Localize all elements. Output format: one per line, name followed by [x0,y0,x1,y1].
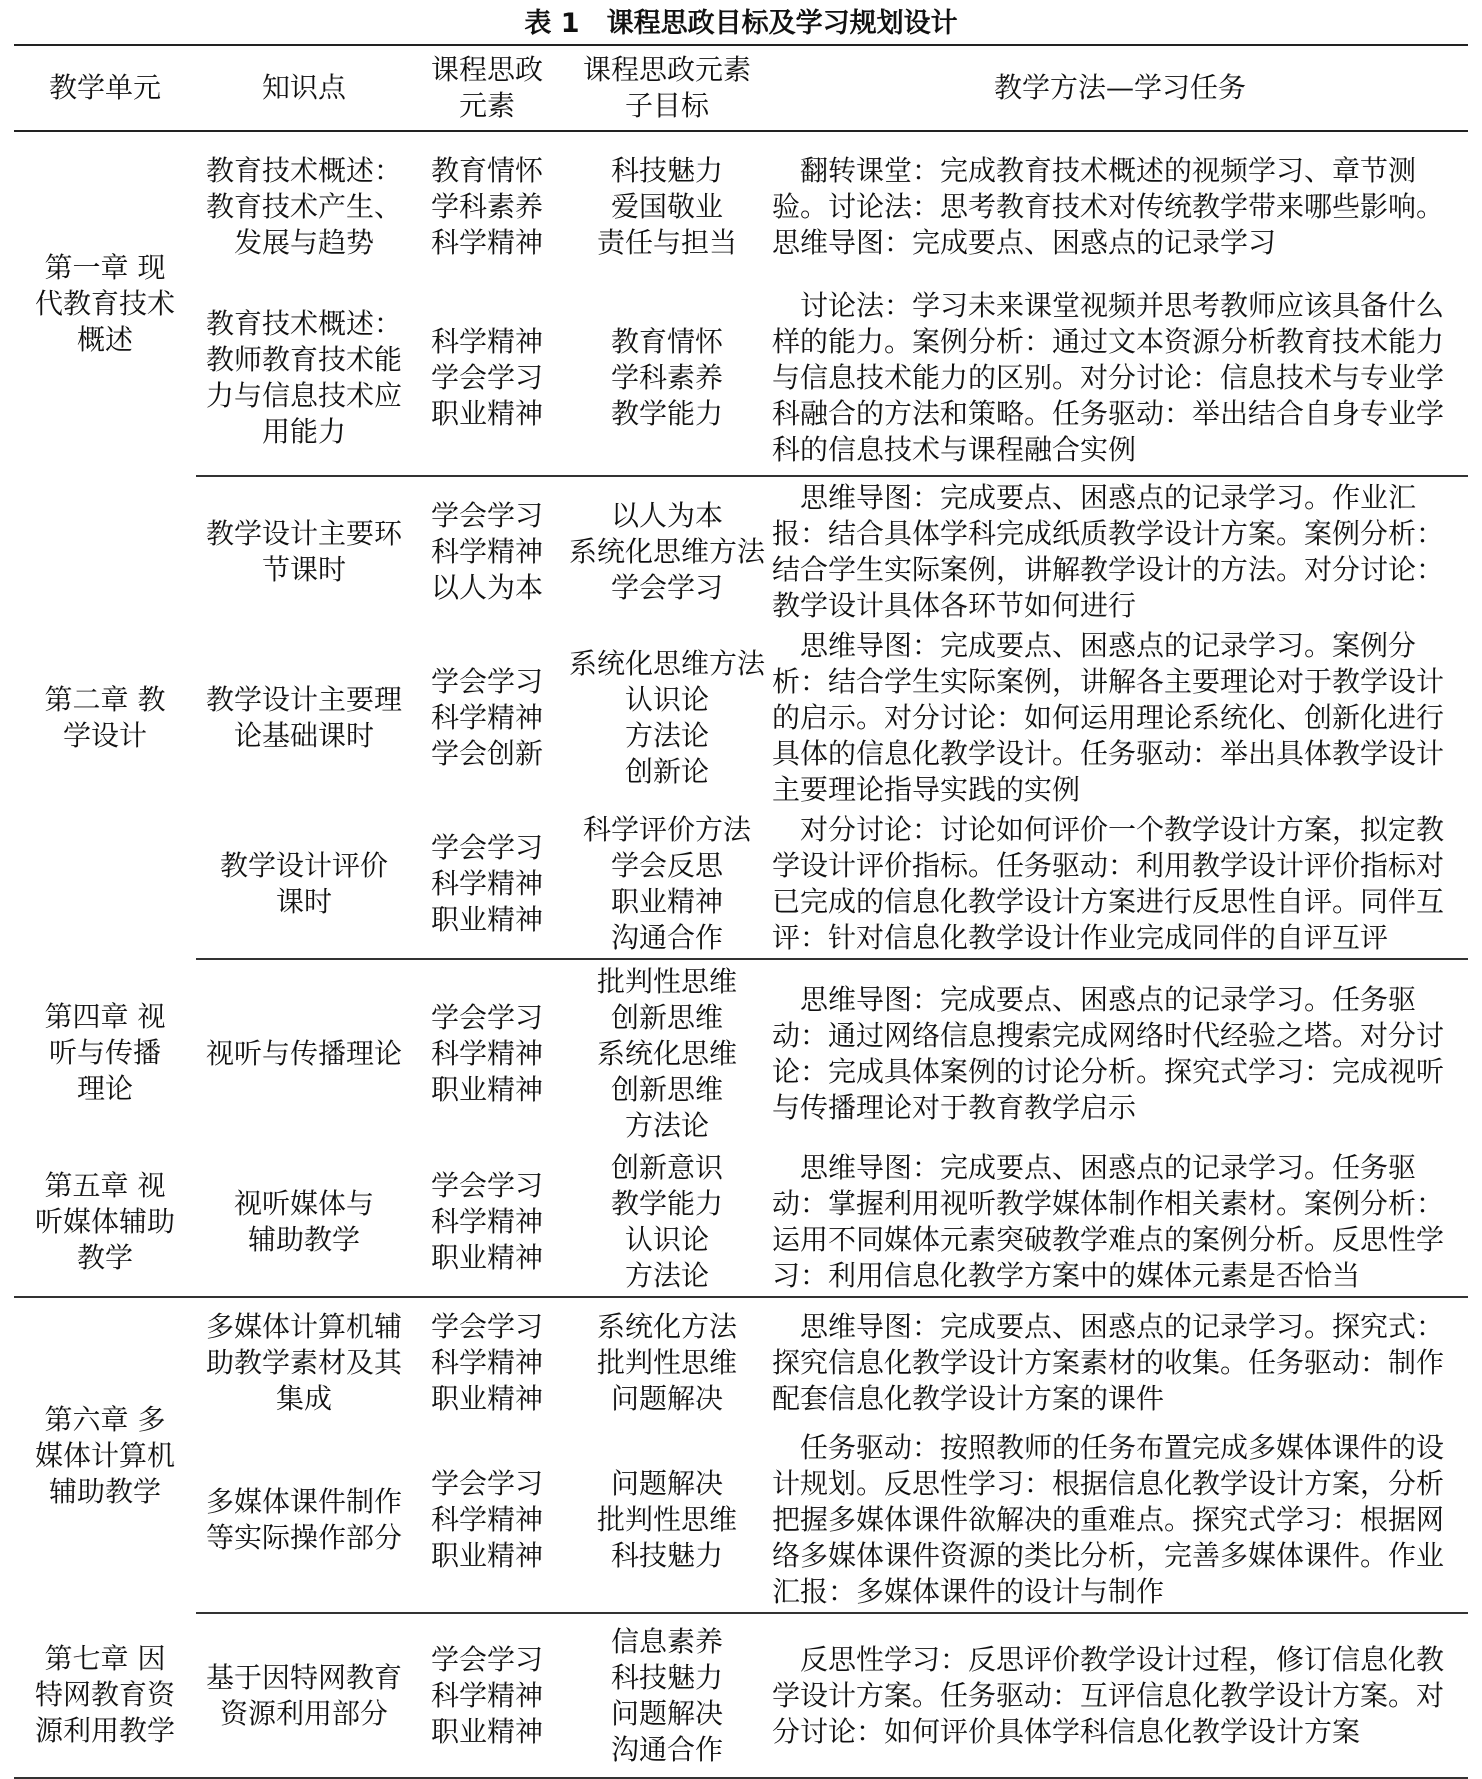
elements-cell: 学会学习 科学精神 职业精神 [412,1147,562,1297]
method-cell: 思维导图：完成要点、困惑点的记录学习。作业汇报：结合具体学科完成纸质教学设计方案。案例分析：结合学生实际案例，讲解教学设计的方法。对分讨论：教学设计具体各环节如何进行 [772,480,1445,622]
method-cell: 反思性学习：反思评价教学设计过程，修订信息化教学设计方案。任务驱动：互评信息化教学设计方案。对分讨论：如何评价具体学科信息化教学设计方案 [772,1613,1468,1778]
unit-cell: 第七章 因 特网教育资 源利用教学 [14,1613,196,1778]
knowledge-cell: 视听与传播理论 [205,1036,402,1070]
table-group-chapter-6 [14,1297,1468,1613]
elements-cell: 科学精神 学会学习 职业精神 [412,281,562,476]
unit-cell: 第一章 现 代教育技术 概述 [34,251,175,356]
elements-cell: 学会学习 科学精神 职业精神 [412,1613,562,1778]
goals-cell: 科学评价方法 学会反思 职业精神 沟通合作 [562,809,772,959]
header-goals: 课程思政元素 子目标 [562,45,772,131]
table-title: 表 1 课程思政目标及学习规划设计 [524,8,958,39]
knowledge-cell: 多媒体课件制作 等实际操作部分 [196,1427,412,1613]
knowledge-cell: 教学设计主要理 论基础课时 [205,682,402,752]
elements-cell: 学会学习 科学精神 职业精神 [412,809,562,959]
knowledge-cell: 教学设计评价 课时 [196,809,412,959]
knowledge-cell: 教育技术概述： 教师教育技术能 力与信息技术应 用能力 [196,281,412,476]
unit-cell: 第五章 视 听媒体辅助 教学 [14,1147,196,1297]
goals-cell: 创新意识 教学能力 认识论 方法论 [562,1147,772,1297]
header-row [14,45,1468,131]
table-row [14,809,1468,959]
knowledge-cell: 多媒体计算机辅 助教学素材及其 集成 [205,1309,402,1415]
table-row [14,1613,1468,1778]
header-unit: 教学单元 [14,45,196,131]
table-group-chapter-4-5 [14,959,1468,1297]
table-group-chapter-1 [14,131,1468,476]
table-row [14,476,1468,626]
table-group-chapter-7 [14,1613,1468,1778]
method-cell: 思维导图：完成要点、困惑点的记录学习。任务驱动：掌握利用视听教学媒体制作相关素材。案例分析：运用不同媒体元素突破教学难点的案例分析。反思性学习：利用信息化教学方案中的媒体元素是否恰当 [772,1147,1468,1297]
elements-cell: 学会学习 科学精神 职业精神 [412,1427,562,1613]
elements-cell: 教育情怀 学科素养 科学精神 [430,153,543,259]
unit-cell: 第二章 教 学设计 [44,682,166,752]
method-cell: 思维导图：完成要点、困惑点的记录学习。探究式：探究信息化教学设计方案素材的收集。任务驱动：制作配套信息化教学设计方案的课件 [772,1309,1445,1415]
goals-cell: 科技魅力 爱国敬业 责任与担当 [596,153,737,259]
goals-cell: 系统化方法 批判性思维 问题解决 [596,1309,737,1415]
goals-cell: 信息素养 科技魅力 问题解决 沟通合作 [562,1613,772,1778]
method-cell: 思维导图：完成要点、困惑点的记录学习。案例分析：结合学生实际案例，讲解各主要理论对于教学设计的启示。对分讨论：如何运用理论系统化、创新化进行具体的信息化教学设计。任务驱动：举出具体教学设计主要理论指导实践的实例 [772,628,1445,806]
method-cell: 讨论法：学习未来课堂视频并思考教师应该具备什么样的能力。案例分析：通过文本资源分析教育技术能力与信息技术能力的区别。对分讨论：信息技术与专业学科融合的方法和策略。任务驱动：举出结合自身专业学科的信息技术与课程融合实例 [772,281,1468,476]
goals-cell: 以人为本 系统化思维方法 学会学习 [568,498,765,604]
table-group-chapter-2 [14,476,1468,959]
method-cell: 对分讨论：讨论如何评价一个教学设计方案，拟定教学设计评价指标。任务驱动：利用教学设计评价指标对已完成的信息化教学设计方案进行反思性自评。同伴互评：针对信息化教学设计作业完成同伴的自评互评 [772,809,1468,959]
knowledge-cell: 视听媒体与 辅助教学 [196,1147,412,1297]
goals-cell: 教育情怀 学科素养 教学能力 [562,281,772,476]
elements-cell: 学会学习 科学精神 以人为本 [430,498,543,604]
knowledge-cell: 基于因特网教育 资源利用部分 [196,1613,412,1778]
unit-cell: 第六章 多 媒体计算机 辅助教学 [34,1402,175,1508]
goals-cell: 问题解决 批判性思维 科技魅力 [562,1427,772,1613]
header-elements: 课程思政 元素 [412,45,562,131]
elements-cell: 学会学习 科学精神 职业精神 [430,1309,543,1415]
curriculum-table [14,44,1468,1779]
elements-cell: 学会学习 科学精神 职业精神 [430,1000,543,1106]
unit-cell: 第四章 视 听与传播 理论 [44,1000,166,1105]
header-method: 教学方法—学习任务 [772,45,1468,131]
knowledge-cell: 教学设计主要环 节课时 [205,516,402,586]
method-cell: 思维导图：完成要点、困惑点的记录学习。任务驱动：通过网络信息搜索完成网络时代经验之塔。对分讨论：完成具体案例的讨论分析。探究式学习：完成视听与传播理论对于教育教学启示 [772,982,1445,1124]
table-row [14,959,1468,1147]
elements-cell: 学会学习 科学精神 学会创新 [430,664,543,770]
header-knowledge: 知识点 [196,45,412,131]
goals-cell: 批判性思维 创新思维 系统化思维 创新思维 方法论 [596,964,737,1142]
table-header [14,45,1468,131]
table-row [14,1427,1468,1613]
table-row [14,626,1468,809]
table-row [14,1147,1468,1297]
table-row [14,1297,1468,1427]
method-cell: 任务驱动：按照教师的任务布置完成多媒体课件的设计规划。反思性学习：根据信息化教学设计方案，分析把握多媒体课件欲解决的重难点。探究式学习：根据网络多媒体课件资源的类比分析，完善多媒体课件。作业汇报：多媒体课件的设计与制作 [772,1427,1468,1613]
table-row [14,281,1468,476]
goals-cell: 系统化思维方法 认识论 方法论 创新论 [568,646,765,788]
method-cell: 翻转课堂：完成教育技术概述的视频学习、章节测验。讨论法：思考教育技术对传统教学带来哪些影响。思维导图：完成要点、困惑点的记录学习 [772,153,1445,259]
table-row [14,131,1468,281]
knowledge-cell: 教育技术概述： 教育技术产生、 发展与趋势 [205,153,402,259]
